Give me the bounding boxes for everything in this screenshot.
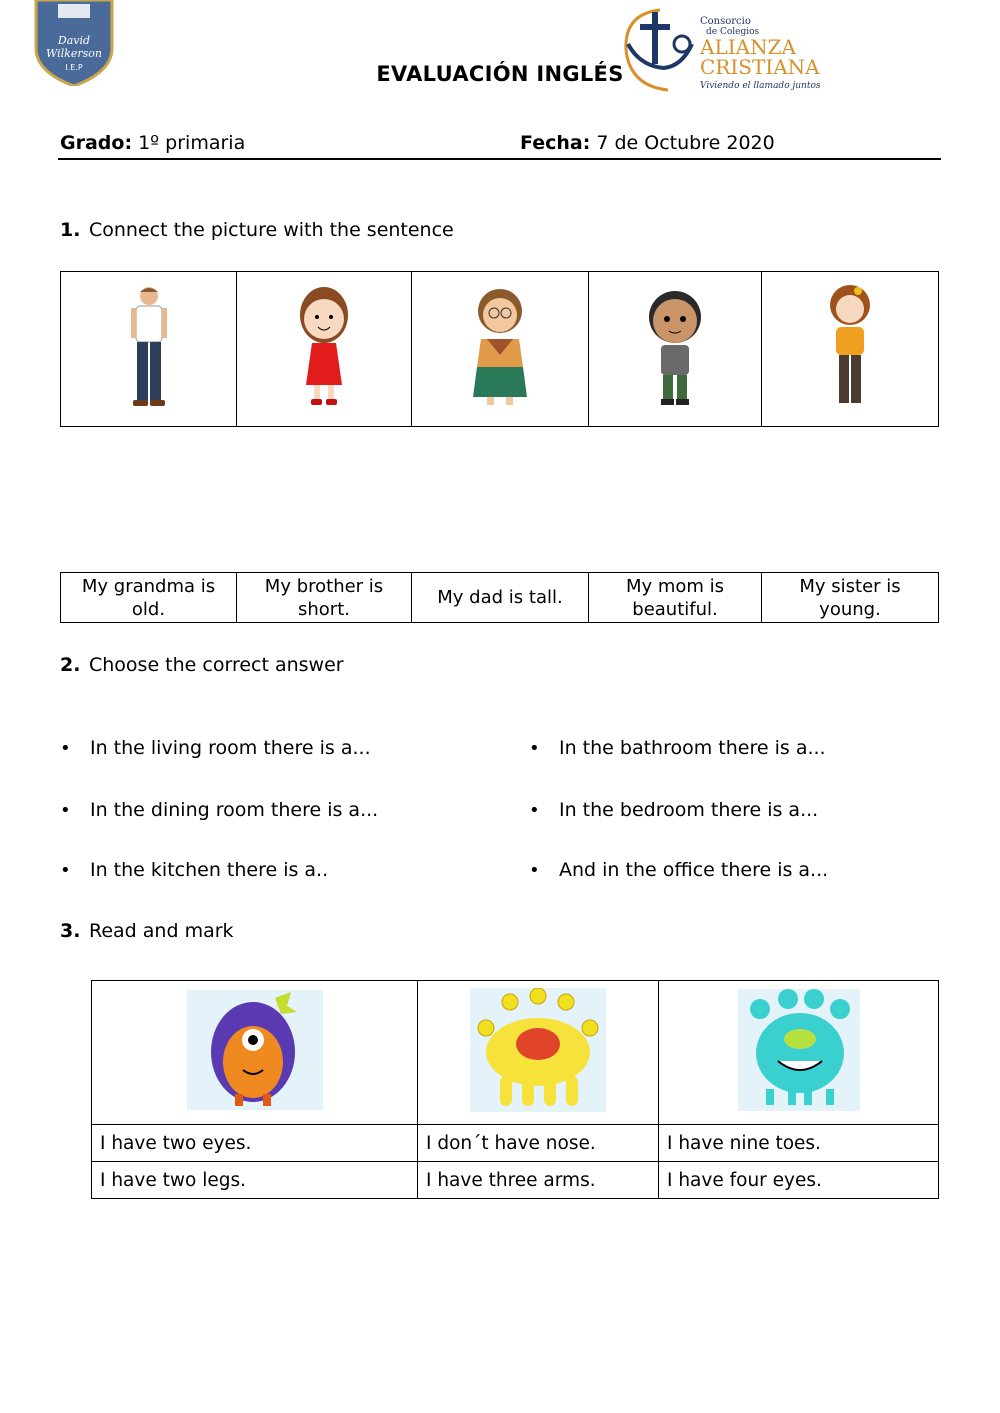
statement-cell[interactable]: I have nine toes.	[659, 1125, 939, 1162]
statement-cell[interactable]: I have three arms.	[418, 1162, 659, 1199]
question-1	[60, 219, 454, 241]
sentence-line: My dad is tall.	[437, 587, 563, 608]
list-item-text: In the kitchen there is a..	[90, 859, 329, 881]
picture-cell[interactable]	[237, 272, 412, 427]
date-field	[520, 132, 775, 154]
statement-cell[interactable]: I have four eyes.	[659, 1162, 939, 1199]
picture-cell[interactable]	[589, 272, 762, 427]
list-item	[60, 859, 328, 881]
bullet-icon: •	[529, 860, 540, 881]
bullet-icon: •	[60, 738, 71, 759]
grade-field	[60, 132, 245, 154]
bullet-icon: •	[60, 860, 71, 881]
young-girl-icon	[292, 285, 356, 409]
bullet-icon: •	[529, 800, 540, 821]
list-item	[529, 799, 818, 821]
sentence-line: My brother is	[264, 575, 384, 597]
list-item-text: In the bedroom there is a...	[559, 799, 819, 821]
header-divider	[58, 158, 941, 160]
list-item-text: In the bathroom there is a...	[559, 737, 826, 759]
sentence-line: My mom is	[625, 575, 725, 597]
picture-cell[interactable]	[762, 272, 939, 427]
sentence-cell[interactable]	[237, 573, 412, 623]
picture-cell[interactable]	[61, 272, 237, 427]
tall-man-icon	[124, 284, 174, 410]
sentence-cell[interactable]	[412, 573, 589, 623]
sentence-line: old.	[131, 598, 166, 620]
svg-text:ALIANZA: ALIANZA	[700, 35, 796, 59]
question-3	[60, 920, 234, 942]
svg-text:I.E.P: I.E.P	[65, 63, 83, 72]
sentence-cell[interactable]	[589, 573, 762, 623]
bullet-icon: •	[529, 738, 540, 759]
question-2	[60, 654, 344, 676]
one-eyed-purple-monster-icon	[187, 990, 323, 1110]
sentence-line: My grandma is	[81, 575, 216, 597]
bullet-icon: •	[60, 800, 71, 821]
yellow-tentacle-monster-icon	[470, 988, 606, 1112]
statement-cell[interactable]: I have two eyes.	[92, 1125, 418, 1162]
list-item	[60, 799, 378, 821]
monster-cell	[418, 981, 659, 1125]
sentence-line: short.	[298, 598, 350, 620]
monster-table	[91, 980, 939, 1199]
statement-cell[interactable]: I don´t have nose.	[418, 1125, 659, 1162]
sentence-cell[interactable]	[61, 573, 237, 623]
question-1-instruction: Connect the picture with the sentence	[89, 219, 454, 241]
question-2-number: 2.	[60, 654, 81, 676]
list-item-text: In the living room there is a...	[90, 737, 371, 759]
grade-value: 1º primaria	[138, 132, 246, 154]
svg-text:David: David	[57, 34, 91, 47]
statement-cell[interactable]: I have two legs.	[92, 1162, 418, 1199]
grade-label: Grado:	[60, 132, 133, 154]
svg-text:CRISTIANA: CRISTIANA	[700, 55, 820, 79]
grandma-icon	[467, 285, 533, 409]
svg-text:Viviendo el llamado juntos: Viviendo el llamado juntos	[700, 81, 821, 91]
sentence-table	[60, 572, 939, 623]
sentence-line: beautiful.	[632, 598, 718, 620]
green-four-eyed-monster-icon	[738, 989, 860, 1111]
sentence-line: young.	[819, 598, 881, 620]
question-3-number: 3.	[60, 920, 81, 942]
date-label: Fecha:	[520, 132, 591, 154]
list-item-text: In the dining room there is a...	[90, 799, 379, 821]
page-title: EVALUACIÓN INGLÉS	[376, 62, 624, 86]
consortium-logo	[620, 4, 825, 96]
woman-icon	[822, 283, 878, 411]
short-boy-icon	[645, 285, 705, 409]
svg-text:Consorcio: Consorcio	[700, 16, 751, 27]
picture-table	[60, 271, 939, 427]
list-item-text: And in the office there is a...	[559, 859, 829, 881]
list-item	[529, 859, 828, 881]
sentence-line: My sister is	[799, 575, 901, 597]
sentence-cell[interactable]	[762, 573, 939, 623]
picture-cell[interactable]	[412, 272, 589, 427]
date-value: 7 de Octubre 2020	[596, 132, 775, 154]
svg-text:de Colegios: de Colegios	[706, 27, 760, 37]
svg-text:Wilkerson: Wilkerson	[46, 47, 102, 60]
question-2-instruction: Choose the correct answer	[89, 654, 344, 676]
list-item	[529, 737, 826, 759]
monster-cell	[659, 981, 939, 1125]
monster-cell	[92, 981, 418, 1125]
question-1-number: 1.	[60, 219, 81, 241]
question-3-instruction: Read and mark	[89, 920, 234, 942]
list-item	[60, 737, 371, 759]
